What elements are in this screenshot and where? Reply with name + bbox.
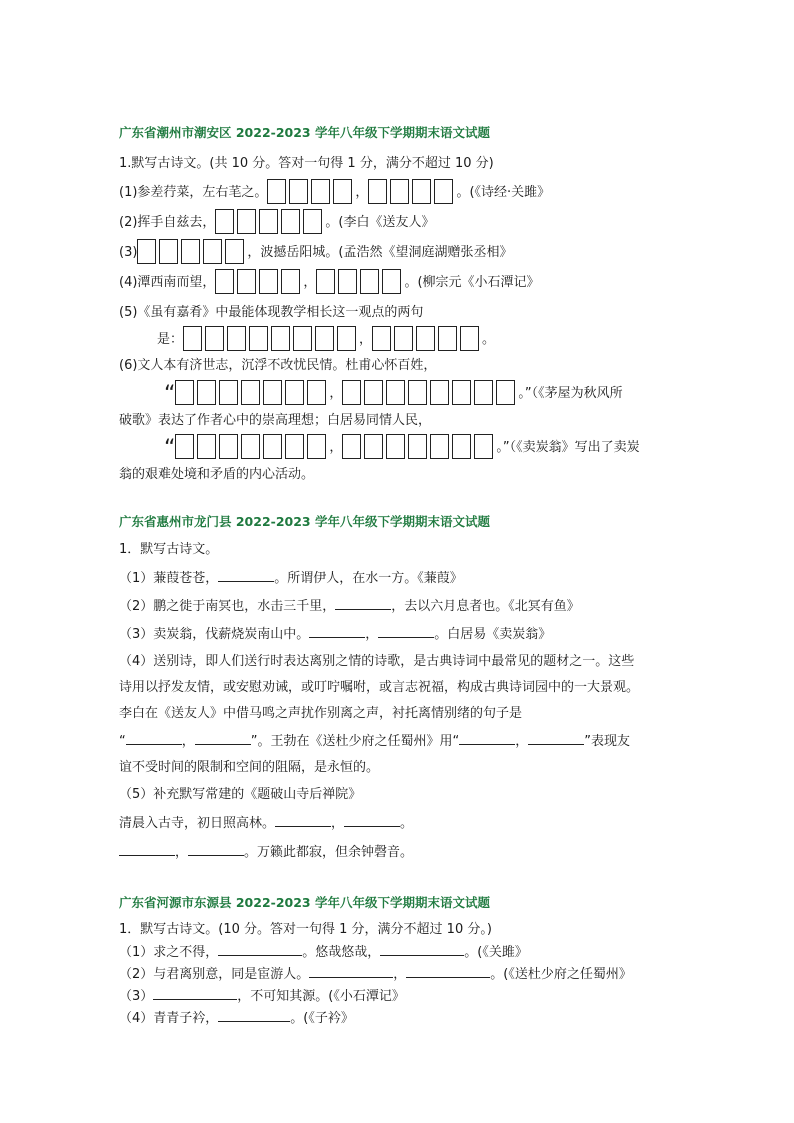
question-1-6-text: (6)文人本有济世志，沉浮不改忧民情。杜甫心怀百姓， — [119, 358, 437, 373]
answer-blank[interactable] — [459, 732, 515, 745]
answer-box[interactable] — [452, 434, 471, 459]
answer-box[interactable] — [197, 380, 216, 405]
answer-box[interactable] — [460, 326, 479, 351]
answer-blank[interactable] — [218, 1009, 290, 1022]
answer-blank[interactable] — [153, 987, 237, 1000]
answer-box[interactable] — [263, 380, 282, 405]
answer-blank[interactable] — [309, 965, 393, 978]
question-1-1: (1)参差荇菜，左右芼之。 ， 。(《诗经·关雎》 — [119, 177, 550, 209]
answer-box[interactable] — [337, 326, 356, 351]
question-2-4-text: （4）送别诗，即人们送行时表达离别之情的诗歌，是古典诗词中最常见的题材之一。这些 — [119, 654, 635, 669]
question-2-5: 清晨入古寺，初日照高林。 ， 。 — [119, 816, 414, 831]
answer-blank[interactable] — [126, 732, 182, 745]
answer-box[interactable] — [241, 434, 260, 459]
question-3-1: （1）求之不得， 。悠哉悠哉， 。(《关雎》 — [119, 945, 528, 960]
answer-box[interactable] — [181, 239, 200, 264]
answer-box[interactable] — [316, 269, 335, 294]
answer-blank[interactable] — [335, 597, 391, 610]
question-1-5-text: (5)《虽有嘉肴》中最能体现教学相长这一观点的两句 — [119, 305, 424, 320]
answer-blank[interactable] — [218, 943, 302, 956]
answer-blank[interactable] — [406, 965, 490, 978]
answer-box[interactable] — [438, 326, 457, 351]
answer-box[interactable] — [416, 326, 435, 351]
answer-box[interactable] — [412, 179, 431, 204]
question-intro: 1．默写古诗文。 — [119, 542, 219, 557]
answer-box[interactable] — [307, 434, 326, 459]
answer-box[interactable] — [219, 380, 238, 405]
answer-box[interactable] — [408, 380, 427, 405]
answer-box[interactable] — [237, 269, 256, 294]
answer-box[interactable] — [372, 326, 391, 351]
answer-box[interactable] — [394, 326, 413, 351]
question-3-4: （4）青青子衿， 。(《子衿》 — [119, 1011, 354, 1026]
answer-box[interactable] — [303, 209, 322, 234]
answer-box[interactable] — [237, 209, 256, 234]
answer-box[interactable] — [175, 380, 194, 405]
answer-blank[interactable] — [380, 943, 464, 956]
answer-box[interactable] — [175, 434, 194, 459]
answer-box[interactable] — [474, 434, 493, 459]
answer-box[interactable] — [183, 326, 202, 351]
answer-box[interactable] — [342, 380, 361, 405]
question-intro: 1.默写古诗文。(共 10 分。答对一句得 1 分，满分不超过 10 分) — [119, 156, 494, 171]
section-heading: 广东省潮州市潮安区 2022-2023 学年八年级下学期期末语文试题 — [119, 125, 490, 140]
answer-box[interactable] — [215, 269, 234, 294]
answer-box[interactable] — [215, 209, 234, 234]
answer-box[interactable] — [368, 179, 387, 204]
answer-box[interactable] — [333, 179, 352, 204]
answer-blank[interactable] — [119, 843, 175, 856]
question-1-6-a: “ ， 。”（《茅屋为秋风所 — [164, 382, 623, 407]
answer-box[interactable] — [386, 380, 405, 405]
answer-blank[interactable] — [218, 569, 274, 582]
answer-box[interactable] — [289, 179, 308, 204]
answer-box[interactable] — [241, 380, 260, 405]
answer-blank[interactable] — [528, 732, 584, 745]
answer-box[interactable] — [205, 326, 224, 351]
answer-blank[interactable] — [275, 814, 331, 827]
answer-box[interactable] — [430, 380, 449, 405]
answer-box[interactable] — [364, 380, 383, 405]
answer-box[interactable] — [342, 434, 361, 459]
answer-box[interactable] — [474, 380, 493, 405]
question-1-5: 是： ， 。 — [157, 324, 495, 356]
answer-box[interactable] — [364, 434, 383, 459]
question-2-5: ， 。万籁此都寂，但余钟磬音。 — [119, 843, 413, 862]
answer-box[interactable] — [307, 380, 326, 405]
section-heading: 广东省河源市东源县 2022-2023 学年八年级下学期期末语文试题 — [119, 895, 490, 910]
answer-box[interactable] — [496, 380, 515, 405]
answer-box[interactable] — [159, 239, 178, 264]
answer-box[interactable] — [430, 434, 449, 459]
answer-box[interactable] — [293, 326, 312, 351]
answer-box[interactable] — [267, 179, 286, 204]
answer-box[interactable] — [281, 209, 300, 234]
answer-box[interactable] — [219, 434, 238, 459]
answer-box[interactable] — [281, 269, 300, 294]
question-2-1: （1）蒹葭苍苍， 。所谓伊人，在水一方。《蒹葭》 — [119, 571, 463, 586]
question-2-4: “ ， ”。王勃在《送杜少府之任蜀州》用“ ， ”表现友 — [119, 734, 631, 749]
question-2-2: （2）鹏之徙于南冥也，水击三千里， ，去以六月息者也。《北冥有鱼》 — [119, 599, 580, 614]
answer-blank[interactable] — [344, 814, 400, 827]
answer-box[interactable] — [311, 179, 330, 204]
answer-blank[interactable] — [188, 843, 244, 856]
answer-box[interactable] — [225, 239, 244, 264]
question-1-2: (2)挥手自兹去， 。(李白《送友人》 — [119, 207, 435, 239]
answer-box[interactable] — [263, 434, 282, 459]
question-1-3: (3) ，波撼岳阳城。(孟浩然《望洞庭湖赠张丞相》 — [119, 237, 513, 269]
question-1-6-b: “ ， 。”（《卖炭翁》写出了卖炭 — [164, 436, 640, 461]
question-3-2: （2）与君离别意，同是宦游人。 ， 。(《送杜少府之任蜀州》 — [119, 967, 632, 982]
question-2-3: （3）卖炭翁，伐薪烧炭南山中。 ， 。白居易《卖炭翁》 — [119, 627, 552, 642]
answer-box[interactable] — [285, 434, 304, 459]
answer-box[interactable] — [259, 209, 278, 234]
question-3-3: （3） ，不可知其源。(《小石潭记》 — [119, 989, 405, 1004]
question-2-4-text: 谊不受时间的限制和空间的阻隔，是永恒的。 — [119, 760, 380, 775]
answer-box[interactable] — [137, 239, 156, 264]
answer-box[interactable] — [259, 269, 278, 294]
answer-box[interactable] — [227, 326, 246, 351]
question-2-5-text: （5）补充默写常建的《题破山寺后禅院》 — [119, 787, 362, 802]
answer-box[interactable] — [452, 380, 471, 405]
answer-box[interactable] — [390, 179, 409, 204]
answer-box[interactable] — [434, 179, 453, 204]
answer-box[interactable] — [315, 326, 334, 351]
question-1-6-text: 翁的艰难处境和矛盾的内心活动。 — [119, 467, 315, 482]
question-1-4: (4)潭西南而望， ， 。(柳宗元《小石潭记》 — [119, 267, 540, 299]
answer-blank[interactable] — [309, 625, 365, 638]
answer-box[interactable] — [249, 326, 268, 351]
answer-box[interactable] — [386, 434, 405, 459]
answer-box[interactable] — [197, 434, 216, 459]
answer-box[interactable] — [285, 380, 304, 405]
answer-box[interactable] — [382, 269, 401, 294]
answer-box[interactable] — [408, 434, 427, 459]
answer-box[interactable] — [360, 269, 379, 294]
question-2-4-text: 李白在《送友人》中借马鸣之声扰作别离之声，衬托离情别绪的句子是 — [119, 706, 523, 721]
answer-box[interactable] — [203, 239, 222, 264]
question-intro: 1．默写古诗文。(10 分。答对一句得 1 分，满分不超过 10 分。) — [119, 922, 492, 937]
question-2-4-text: 诗用以抒发友情，或安慰劝诫，或叮咛嘱咐，或言志祝福，构成古典诗词园中的一大景观。 — [119, 680, 640, 695]
answer-blank[interactable] — [195, 732, 251, 745]
section-heading: 广东省惠州市龙门县 2022-2023 学年八年级下学期期末语文试题 — [119, 514, 490, 529]
answer-blank[interactable] — [378, 625, 434, 638]
answer-box[interactable] — [271, 326, 290, 351]
question-1-6-text: 破歌》表达了作者心中的崇高理想；白居易同情人民， — [119, 413, 432, 428]
answer-box[interactable] — [338, 269, 357, 294]
